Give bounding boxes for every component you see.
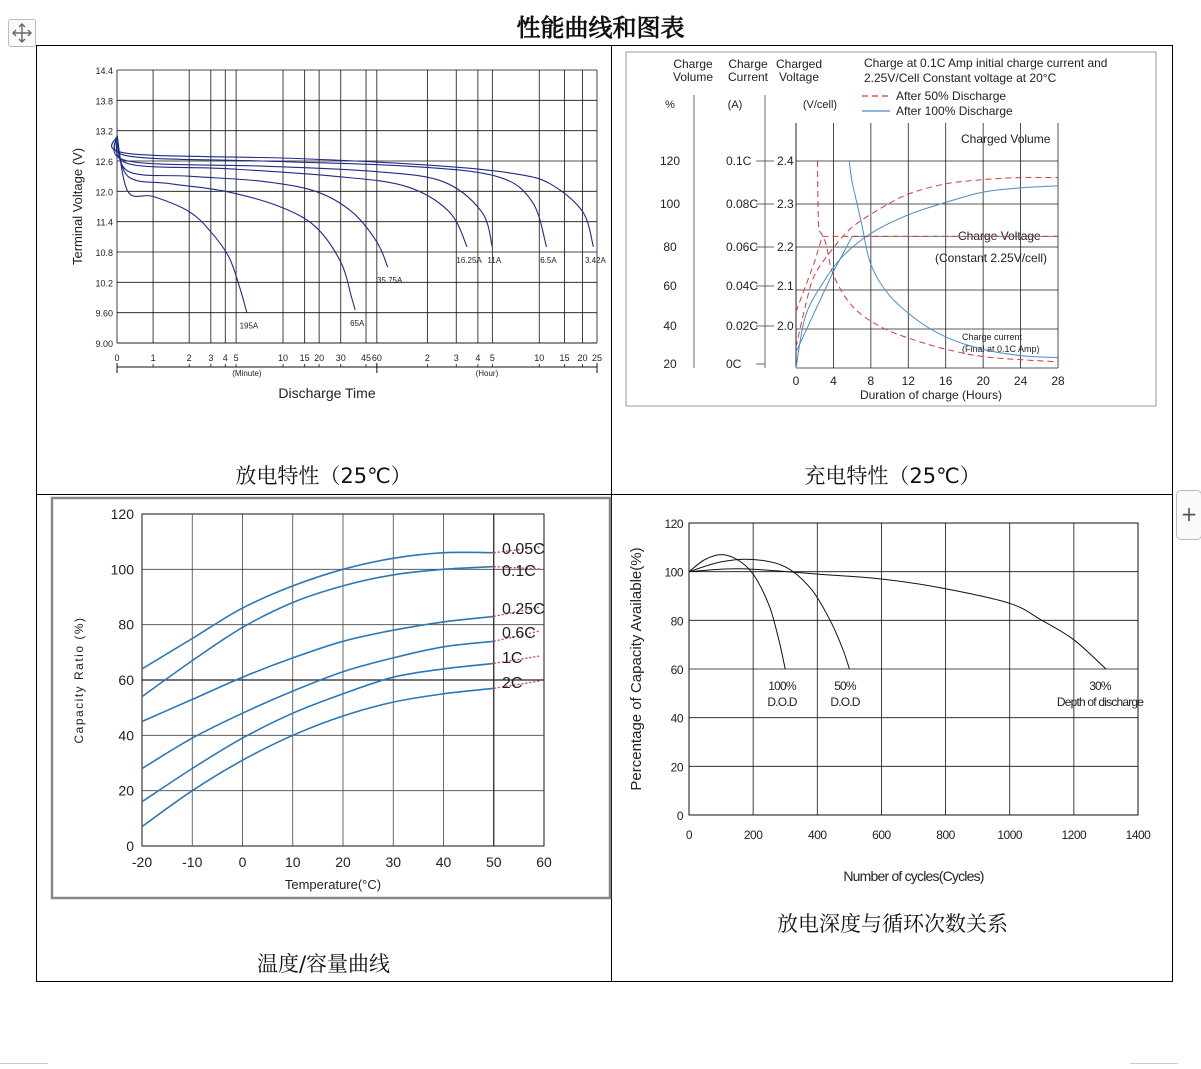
- table-divider-horizontal: [36, 494, 1173, 495]
- current-tick: 0.06C: [726, 240, 759, 254]
- x-axis-title: Duration of charge (Hours): [859, 388, 1003, 402]
- x-tick-label: 0: [114, 353, 120, 363]
- axis-header: Voltage: [778, 70, 820, 84]
- series-label: 6.5A: [540, 255, 557, 265]
- x-tick-label: 4: [222, 353, 228, 363]
- y-tick-label: 12.6: [95, 157, 113, 167]
- series-label: 1C: [502, 650, 523, 667]
- x-tick-label: 1: [150, 353, 156, 363]
- x-tick-label: -20: [131, 854, 153, 870]
- discharge-chart: [60, 58, 610, 403]
- series-label: 0.1C: [502, 563, 536, 580]
- annotation-constant: (Constant 2.25V/cell): [935, 251, 1048, 265]
- axis-header: Current: [727, 70, 769, 84]
- temperature-chart: [50, 496, 612, 900]
- y-tick-label: 10.2: [95, 278, 113, 289]
- series-label: 0.25C: [502, 601, 545, 618]
- chart-frame: [626, 52, 1156, 406]
- voltage-tick: 2.2: [777, 240, 794, 254]
- y-tick-label: 0: [126, 838, 134, 854]
- x-tick-label: 45: [361, 353, 372, 363]
- discharge-caption: 放电特性（25℃）: [235, 464, 412, 488]
- voltage-tick: 2.0: [777, 319, 794, 333]
- y-tick-label: 60: [670, 663, 683, 677]
- y-axis-title: Terminal Voltage (V): [70, 147, 85, 266]
- y-tick-label: 11.4: [96, 217, 113, 228]
- unit-label-hour: (Hour): [475, 369, 499, 378]
- note-line: 2.25V/Cell Constant voltage at 20°C: [864, 71, 1057, 85]
- x-tick-label: 4: [475, 353, 481, 363]
- x-tick-label: 8: [867, 374, 875, 388]
- series-label: 16.25A: [456, 255, 482, 265]
- add-row-button[interactable]: +: [1176, 490, 1201, 540]
- x-tick-label: 10: [278, 353, 289, 363]
- series-label: 65A: [350, 319, 365, 329]
- series-label: 3.42A: [584, 255, 606, 265]
- x-axis-title: Discharge Time: [278, 385, 376, 401]
- series-label: 0.6C: [502, 625, 536, 642]
- volume-tick: 20: [663, 357, 677, 371]
- volume-tick: 40: [663, 319, 677, 333]
- y-tick-label: 9.00: [95, 339, 113, 349]
- x-tick-label: 30: [335, 353, 346, 363]
- series-label: 0.05C: [502, 541, 545, 558]
- y-tick-label: 60: [118, 672, 134, 688]
- series-label: Depth of discharge: [1056, 695, 1144, 709]
- y-axis-title: Capacity Ratio (%): [72, 616, 86, 744]
- x-tick-label: 10: [534, 353, 545, 363]
- page-title: 性能曲线和图表: [516, 14, 685, 42]
- x-tick-label: 200: [743, 828, 763, 842]
- series-line-0.6C: [142, 641, 494, 768]
- series-line-1C: [142, 663, 494, 801]
- move-handle-icon[interactable]: [8, 19, 36, 47]
- x-tick-label: 600: [872, 828, 891, 842]
- volume-tick: 120: [659, 154, 681, 168]
- cycle-chart: [620, 510, 1160, 890]
- x-tick-label: 800: [936, 828, 955, 842]
- series-label: 2C: [502, 675, 523, 692]
- y-tick-label: 20: [670, 760, 683, 775]
- x-tick-label: 20: [335, 854, 351, 870]
- series-label: 50%: [834, 679, 856, 693]
- current-tick: 0.04C: [726, 279, 759, 293]
- x-tick-label: 15: [299, 353, 310, 363]
- series-line-0.1C: [142, 567, 494, 697]
- axis-header: Charge: [673, 57, 713, 71]
- annotation-charged-volume: Charged Volume: [961, 132, 1051, 146]
- page-break-mark-left: [0, 1063, 48, 1069]
- x-tick-label: 0: [792, 374, 800, 388]
- y-tick-label: 100: [110, 561, 134, 578]
- y-tick-label: 40: [118, 727, 134, 744]
- series-label: 35.75A: [376, 276, 403, 286]
- y-tick-label: 10.8: [95, 248, 113, 258]
- charge-caption: 充电特性（25℃）: [804, 464, 981, 488]
- x-tick-label: 15: [559, 353, 570, 363]
- series-label: 195A: [239, 321, 259, 331]
- annotation-charge-current: Charge current: [962, 332, 1023, 342]
- x-tick-label: 60: [536, 854, 552, 870]
- series-label: 100%: [768, 679, 796, 693]
- x-tick-label: 5: [489, 353, 495, 363]
- y-tick-label: 9.60: [95, 308, 113, 319]
- unit-label-minute: (Minute): [232, 369, 262, 378]
- y-tick-label: 80: [670, 614, 683, 629]
- x-tick-label: 2: [424, 353, 430, 363]
- y-tick-label: 13.2: [95, 126, 113, 137]
- x-tick-label: 20: [577, 353, 588, 363]
- current-tick: 0.02C: [726, 319, 759, 333]
- y-tick-label: 120: [664, 517, 683, 531]
- current-tick: 0.1C: [726, 154, 752, 168]
- series-label: D.O.D: [767, 695, 797, 709]
- x-tick-label: -10: [182, 854, 203, 870]
- volume-tick: 100: [659, 197, 681, 211]
- x-tick-label: 40: [435, 854, 452, 870]
- x-tick-label: 4: [830, 374, 837, 388]
- charge-chart: [624, 50, 1160, 410]
- series-label: 11A: [487, 255, 502, 265]
- voltage-tick: 2.4: [777, 154, 794, 168]
- y-tick-label: 20: [118, 782, 134, 799]
- x-tick-label: 24: [1013, 374, 1028, 388]
- series-label: D.O.D: [830, 695, 860, 709]
- y-tick-label: 120: [110, 506, 134, 522]
- x-tick-label: 60: [371, 353, 382, 363]
- y-tick-label: 100: [664, 565, 683, 580]
- x-tick-label: 2: [186, 353, 192, 363]
- x-tick-label: 3: [208, 353, 214, 363]
- x-tick-label: 20: [314, 353, 325, 363]
- volume-tick: 80: [663, 240, 677, 254]
- axis-header: Charge: [728, 57, 768, 71]
- y-tick-label: 12.0: [95, 187, 113, 198]
- y-tick-label: 14.4: [95, 66, 113, 76]
- legend-label: After 100% Discharge: [896, 104, 1013, 118]
- x-tick-label: 1200: [1061, 828, 1087, 842]
- series-line-50% D.O.D: [689, 559, 849, 669]
- y-axis-title: Percentage of Capacity Available(%): [628, 547, 645, 791]
- move-arrows-icon: [9, 20, 35, 46]
- x-tick-label: 3: [453, 353, 459, 363]
- x-tick-label: 1000: [997, 828, 1023, 842]
- x-tick-label: 10: [284, 854, 301, 870]
- x-tick-label: 30: [385, 854, 402, 870]
- x-tick-label: 400: [808, 828, 827, 842]
- series-label: 30%: [1089, 679, 1111, 693]
- cycle-caption: 放电深度与循环次数关系: [777, 912, 1008, 936]
- y-tick-label: 40: [670, 711, 683, 726]
- x-axis-title: Temperature(°C): [284, 877, 382, 892]
- x-tick-label: 0: [238, 854, 247, 870]
- axis-header: Volume: [672, 70, 714, 84]
- x-tick-label: 50: [485, 854, 502, 870]
- y-tick-label: 80: [118, 616, 134, 633]
- annotation-final: (Final at 0.1C Amp): [962, 344, 1040, 354]
- current-tick: 0C: [726, 357, 742, 371]
- x-tick-label: 20: [976, 374, 990, 388]
- x-axis-title: Number of cycles(Cycles): [843, 868, 984, 884]
- temperature-caption: 温度/容量曲线: [256, 952, 391, 976]
- series-line-30% Depth of discharge: [689, 569, 1106, 669]
- annotation-charge-voltage: Charge Voltage: [958, 229, 1041, 243]
- unit-amp: (A): [727, 99, 743, 111]
- x-tick-label: 12: [901, 374, 915, 388]
- volume-tick: 60: [663, 279, 677, 293]
- x-tick-label: 1400: [1125, 828, 1151, 842]
- axis-header: Charged: [775, 57, 823, 71]
- voltage-tick: 2.1: [777, 279, 794, 293]
- voltage-tick: 2.3: [777, 197, 794, 211]
- page-break-mark-right: [1130, 1063, 1178, 1069]
- x-tick-label: 25: [591, 353, 603, 363]
- x-tick-label: 28: [1051, 374, 1065, 388]
- unit-volt: (V/cell): [802, 99, 838, 111]
- unit-percent: %: [665, 99, 675, 111]
- current-tick: 0.08C: [726, 197, 759, 211]
- series-voltage: [796, 236, 1058, 311]
- x-tick-label: 0: [685, 828, 693, 842]
- note-line: Charge at 0.1C Amp initial charge current and: [864, 56, 1108, 70]
- y-tick-label: 13.8: [95, 96, 113, 107]
- x-tick-label: 16: [939, 374, 953, 388]
- series-line-2C: [142, 688, 494, 826]
- y-tick-label: 0: [676, 809, 683, 823]
- legend-label: After 50% Discharge: [896, 89, 1007, 103]
- x-tick-label: 5: [233, 353, 239, 363]
